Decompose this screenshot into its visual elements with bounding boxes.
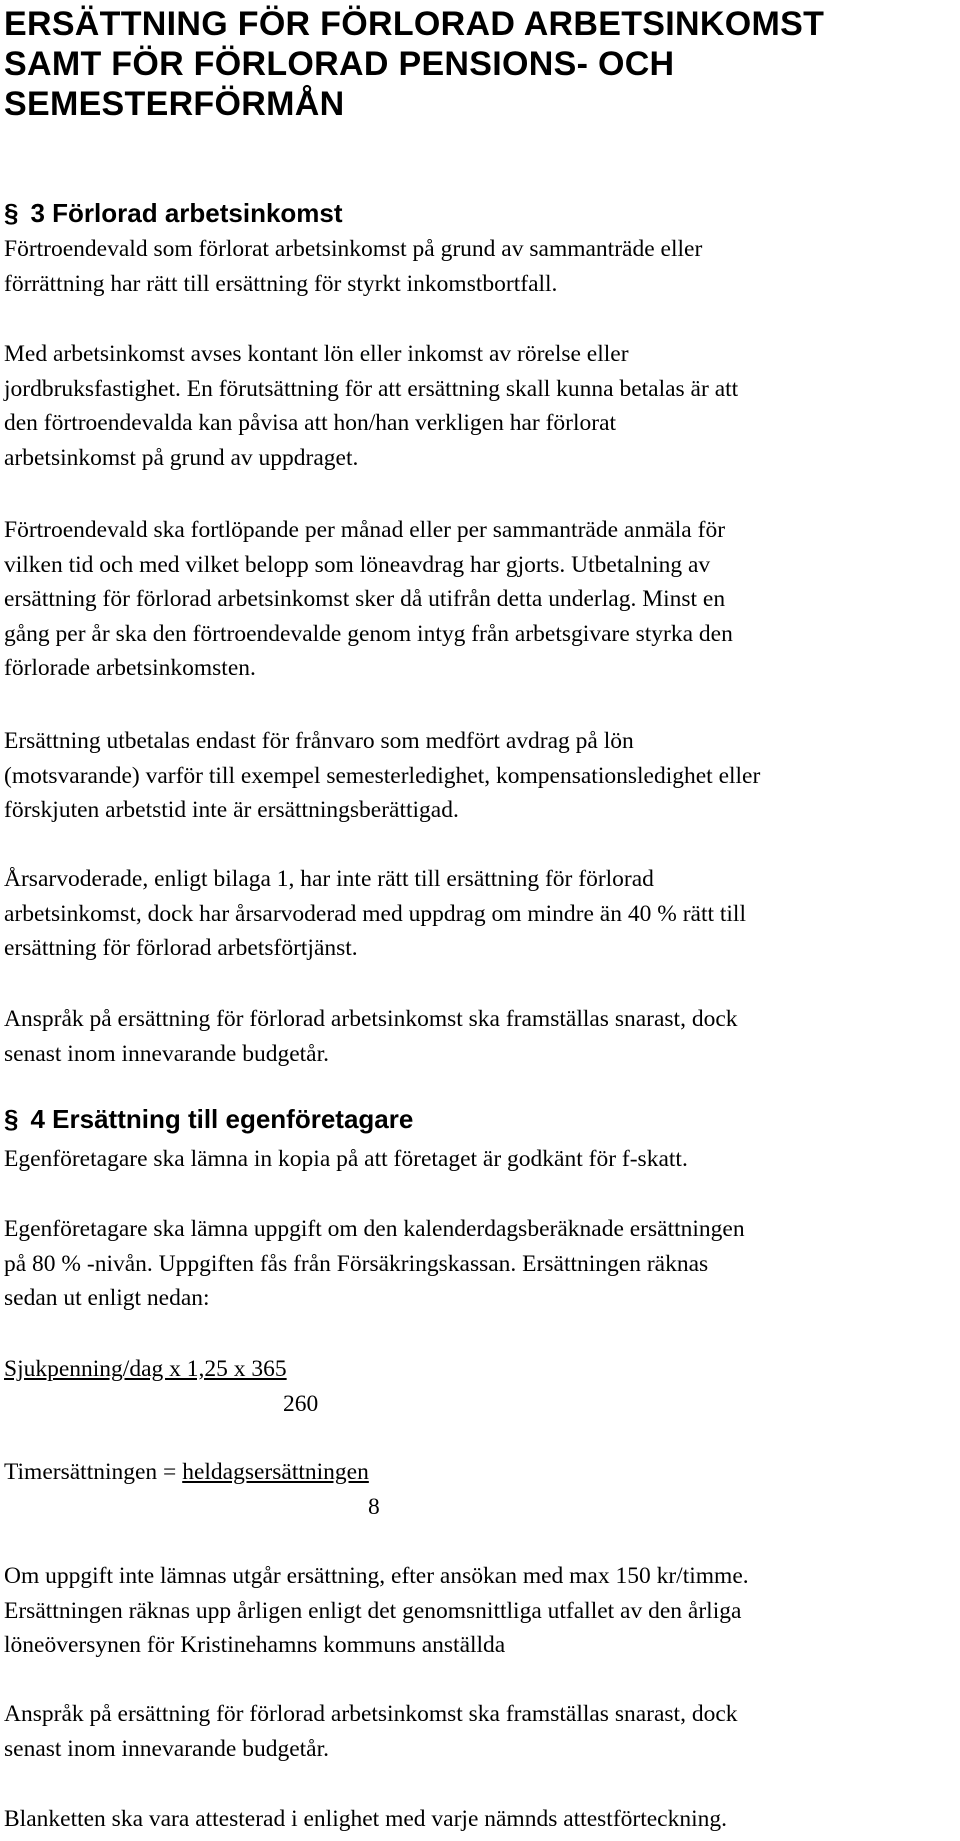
section-4-paragraph-2 xyxy=(4,1212,956,1316)
text-line: arbetsinkomst, dock har årsarvoderad med uppdrag om mindre än 40 % rätt till xyxy=(4,900,746,927)
formula-denominator: 8 xyxy=(368,1494,380,1520)
text-line: förrättning har rätt till ersättning för styrkt inkomstbortfall. xyxy=(4,270,558,297)
section-4-heading xyxy=(4,1103,413,1135)
section-3-heading-text: 3 Förlorad arbetsinkomst xyxy=(30,198,343,228)
text-line: (motsvarande) varför till exempel semesterledighet, kompensationsledighet eller xyxy=(4,762,761,789)
formula-hourly-compensation xyxy=(4,1455,369,1490)
section-3-paragraph-4 xyxy=(4,724,956,828)
text-line: gång per år ska den förtroendevalde genom intyg från arbetsgivare styrka den xyxy=(4,620,733,647)
text-line: Förtroendevald ska fortlöpande per månad eller per sammanträde anmäla för xyxy=(4,517,726,543)
document-title xyxy=(4,4,824,124)
text-line: senast inom innevarande budgetår. xyxy=(4,1735,329,1762)
title-line-3: SEMESTERFÖRMÅN xyxy=(4,85,345,123)
text-line: Årsarvoderade, enligt bilaga 1, har inte rätt till ersättning för förlorad xyxy=(4,866,654,892)
section-4-paragraph-1 xyxy=(4,1142,956,1177)
text-line: senast inom innevarande budgetår. xyxy=(4,1040,329,1067)
section-3-heading xyxy=(4,197,343,229)
text-line: Förtroendevald som förlorat arbetsinkomst på grund av sammanträde eller xyxy=(4,236,703,262)
text-line: på 80 % -nivån. Uppgiften fås från Försäkringskassan. Ersättningen räknas xyxy=(4,1250,709,1277)
section-4-paragraph-5 xyxy=(4,1802,956,1837)
text-line: jordbruksfastighet. En förutsättning för att ersättning skall kunna betalas är att xyxy=(4,375,739,402)
text-line: Ersättningen räknas upp årligen enligt det genomsnittliga utfallet av den årliga xyxy=(4,1597,742,1624)
text-line: Egenföretagare ska lämna in kopia på att företaget är godkänt för f-skatt. xyxy=(4,1146,688,1172)
text-line: ersättning för förlorad arbetsförtjänst. xyxy=(4,935,358,961)
text-line: Anspråk på ersättning för förlorad arbetsinkomst ska framställas snarast, dock xyxy=(4,1701,738,1727)
formula-denominator: 260 xyxy=(283,1391,319,1417)
formula-numerator: heldagsersättningen xyxy=(182,1459,369,1485)
text-line: förskjuten arbetstid inte är ersättningsberättigad. xyxy=(4,797,459,823)
title-line-1: ERSÄTTNING FÖR FÖRLORAD ARBETSINKOMST xyxy=(4,5,825,43)
formula-sick-pay xyxy=(4,1352,287,1387)
text-line: Blanketten ska vara attesterad i enlighet med varje nämnds attestförteckning. xyxy=(4,1806,728,1832)
section-3-paragraph-1 xyxy=(4,232,956,301)
text-line: Om uppgift inte lämnas utgår ersättning, efter ansökan med max 150 kr/timme. xyxy=(4,1563,749,1589)
formula-lhs: Timersättningen = xyxy=(4,1459,183,1485)
text-line: arbetsinkomst på grund av uppdraget. xyxy=(4,444,359,471)
section-3-paragraph-6 xyxy=(4,1002,956,1071)
paragraph-symbol-icon: § xyxy=(4,198,19,228)
text-line: Ersättning utbetalas endast för frånvaro som medfört avdrag på lön xyxy=(4,728,634,754)
text-line: sedan ut enligt nedan: xyxy=(4,1285,210,1311)
section-3-paragraph-3 xyxy=(4,513,956,686)
title-line-2: SAMT FÖR FÖRLORAD PENSIONS- OCH xyxy=(4,45,675,83)
text-line: Egenföretagare ska lämna uppgift om den kalenderdagsberäknade ersättningen xyxy=(4,1216,745,1242)
section-4-heading-text: 4 Ersättning till egenföretagare xyxy=(30,1104,414,1134)
text-line: löneöversynen för Kristinehamns kommuns anställda xyxy=(4,1632,506,1658)
section-4-paragraph-3 xyxy=(4,1559,956,1663)
text-line: Med arbetsinkomst avses kontant lön eller inkomst av rörelse eller xyxy=(4,341,629,367)
text-line: ersättning för förlorad arbetsinkomst sker då utifrån detta underlag. Minst en xyxy=(4,586,726,612)
text-line: Anspråk på ersättning för förlorad arbetsinkomst ska framställas snarast, dock xyxy=(4,1006,738,1032)
section-3-paragraph-2 xyxy=(4,337,956,475)
text-line: förlorade arbetsinkomsten. xyxy=(4,655,256,681)
section-4-paragraph-4 xyxy=(4,1697,956,1766)
section-3-paragraph-5 xyxy=(4,862,956,966)
text-line: vilken tid och med vilket belopp som löneavdrag har gjorts. Utbetalning av xyxy=(4,551,711,578)
formula-numerator: Sjukpenning/dag x 1,25 x 365 xyxy=(4,1356,287,1382)
text-line: den förtroendevalda kan påvisa att hon/han verkligen har förlorat xyxy=(4,410,617,436)
paragraph-symbol-icon: § xyxy=(4,1104,19,1134)
